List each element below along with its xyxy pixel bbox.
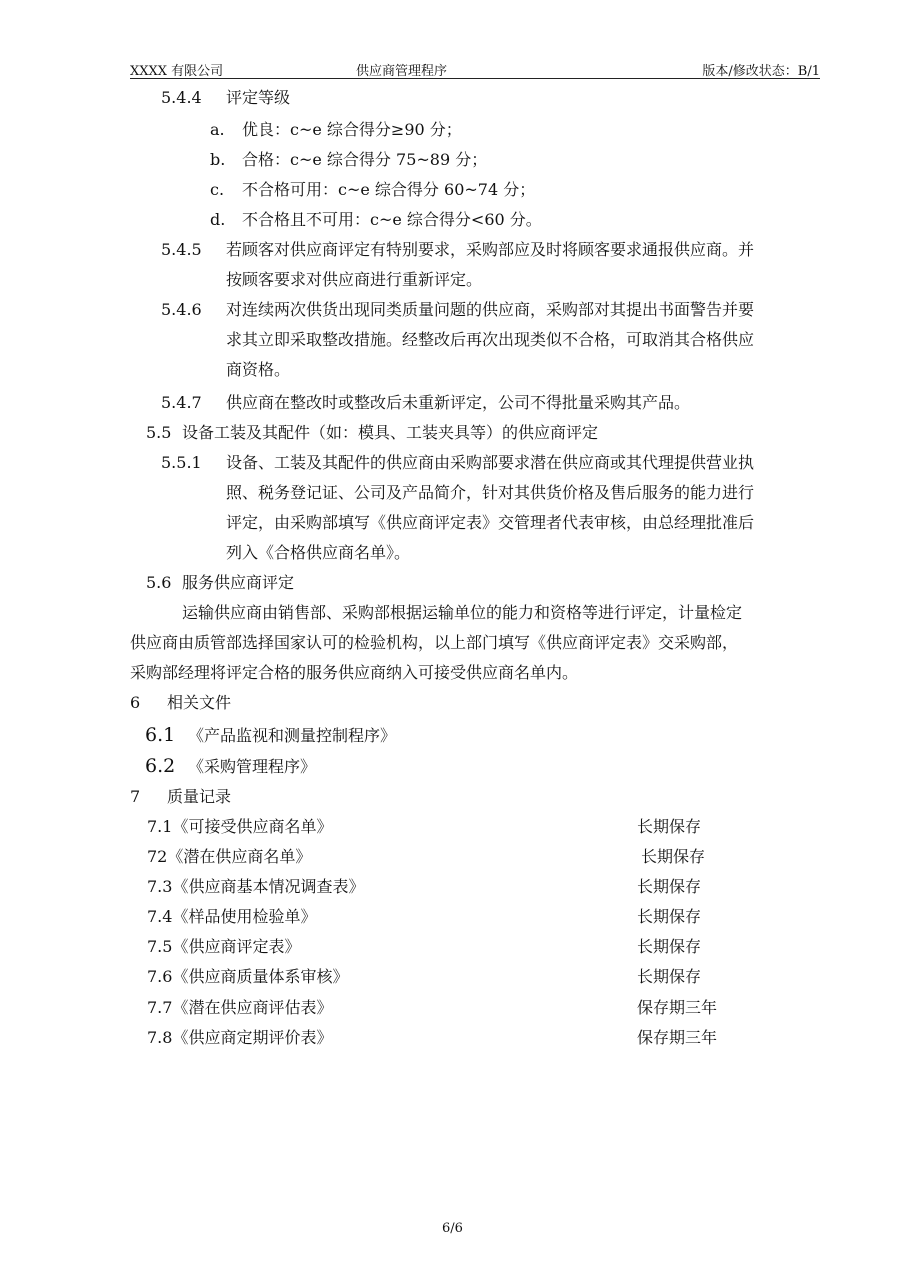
doc-number: 6.1 [145,724,176,746]
record-retention: 长期保存 [637,817,702,836]
section-number: 5.5.1 [161,453,202,472]
record-name: 7.4《样品使用检验单》 [147,907,317,926]
list-item: 优良：c~e 综合得分≥90 分； [242,120,462,139]
record-name: 7.8《供应商定期评价表》 [147,1028,333,1047]
list-marker: a. [210,120,225,139]
section-number: 5.4.5 [161,240,202,259]
section-title: 相关文件 [167,693,232,712]
paragraph-line: 照、税务登记证、公司及产品简介，针对其供货价格及售后服务的能力进行 [226,483,755,502]
list-marker: c. [210,180,225,199]
record-retention: 长期保存 [637,907,702,926]
record-name: 72《潜在供应商名单》 [147,847,312,866]
record-retention: 长期保存 [637,937,702,956]
record-name: 7.7《潜在供应商评估表》 [147,998,333,1017]
paragraph-line: 列入《合格供应商名单》。 [226,543,411,562]
section-title: 服务供应商评定 [182,573,295,592]
paragraph-line: 供应商由质管部选择国家认可的检验机构，以上部门填写《供应商评定表》交采购部， [130,633,739,652]
record-name: 7.1《可接受供应商名单》 [147,817,333,836]
list-item: 合格：c~e 综合得分 75~89 分； [242,150,488,169]
section-number: 5.4.4 [161,88,202,107]
record-name: 7.3《供应商基本情况调查表》 [147,877,365,896]
list-item: 不合格且不可用：c~e 综合得分<60 分。 [242,210,542,229]
record-retention: 保存期三年 [637,998,718,1017]
section-number: 7 [130,787,141,806]
list-marker: d. [210,210,226,229]
section-number: 6 [130,693,141,712]
section-title: 质量记录 [167,787,232,806]
doc-title: 《采购管理程序》 [188,757,317,776]
page-number: 6/6 [442,1221,463,1236]
header-title: 供应商管理程序 [356,64,448,79]
record-name: 7.5《供应商评定表》 [147,937,301,956]
section-number: 5.4.6 [161,300,202,319]
record-name: 7.6《供应商质量体系审核》 [147,967,349,986]
paragraph-line: 运输供应商由销售部、采购部根据运输单位的能力和资格等进行评定，计量检定 [182,603,743,622]
paragraph-line: 对连续两次供货出现同类质量问题的供应商，采购部对其提出书面警告并要 [226,300,755,319]
paragraph-line: 评定，由采购部填写《供应商评定表》交管理者代表审核，由总经理批准后 [226,513,755,532]
list-marker: b. [210,150,226,169]
paragraph-line: 按顾客要求对供应商进行重新评定。 [226,270,483,289]
paragraph-line: 若顾客对供应商评定有特别要求，采购部应及时将顾客要求通报供应商。并 [226,240,755,259]
paragraph-line: 商资格。 [226,360,291,379]
page-header [130,58,820,79]
section-title: 设备工装及其配件（如：模具、工装夹具等）的供应商评定 [182,423,599,442]
doc-number: 6.2 [145,755,176,777]
header-company: XXXX 有限公司 [130,64,224,79]
paragraph-line: 采购部经理将评定合格的服务供应商纳入可接受供应商名单内。 [130,663,579,682]
record-retention: 长期保存 [637,967,702,986]
record-retention: 保存期三年 [637,1028,718,1047]
paragraph-line: 供应商在整改时或整改后未重新评定，公司不得批量采购其产品。 [226,393,691,412]
paragraph-line: 设备、工装及其配件的供应商由采购部要求潜在供应商或其代理提供营业执 [226,453,755,472]
list-item: 不合格可用：c~e 综合得分 60~74 分； [242,180,536,199]
section-title: 评定等级 [226,88,291,107]
record-retention: 长期保存 [641,847,706,866]
section-number: 5.6 [146,573,172,592]
header-version: 版本/修改状态：B/1 [702,64,820,79]
record-retention: 长期保存 [637,877,702,896]
paragraph-line: 求其立即采取整改措施。经整改后再次出现类似不合格，可取消其合格供应 [226,330,755,349]
section-number: 5.5 [146,423,172,442]
section-number: 5.4.7 [161,393,202,412]
doc-title: 《产品监视和测量控制程序》 [188,726,397,745]
